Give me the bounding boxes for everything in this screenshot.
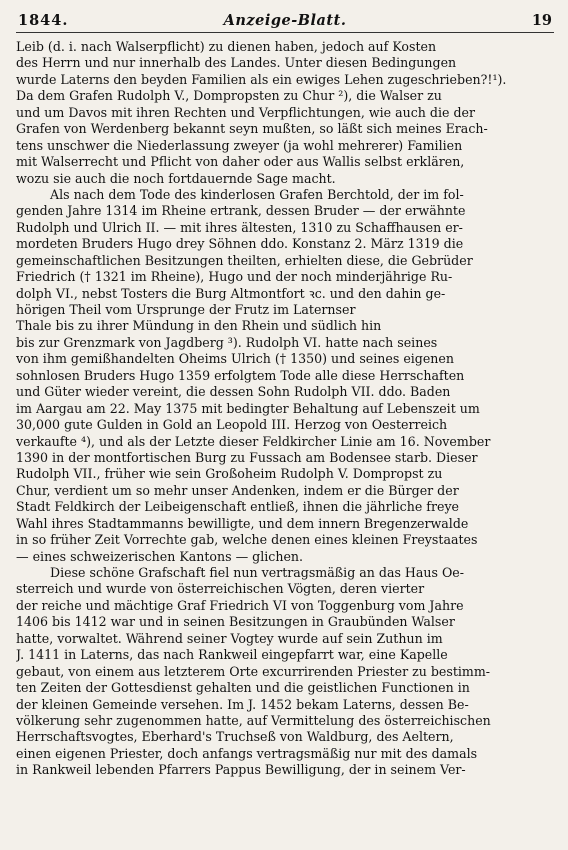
page-header	[16, 6, 554, 33]
text-line: Thale bis zu ihrer Mündung in den Rhein und südlich hin	[16, 318, 382, 334]
text-line: dolph VI., nebst Tosters die Burg Altmontfort ꝛc. und den dahin ge-	[16, 285, 446, 301]
text-line: tens unschwer die Niederlassung zweyer (ja wohl mehrerer) Familien	[16, 137, 463, 153]
text-line: Rudolph und Ulrich II. — mit ihres ältesten, 1310 zu Schaffhausen er-	[16, 219, 463, 235]
text-line: verkaufte ⁴), und als der Letzte dieser Feldkircher Linie am 16. November	[16, 433, 491, 449]
text-line: Leib (d. i. nach Walserpflicht) zu dienen haben, jedoch auf Kosten	[16, 39, 437, 54]
text-line: genden Jahre 1314 im Rheine ertrank, dessen Bruder — der erwähnte	[16, 203, 466, 219]
text-line: 30,000 gute Gulden in Gold an Leopold III. Herzog von Oesterreich	[16, 417, 448, 433]
body-text	[16, 39, 554, 779]
text-line: Als nach dem Tode des kinderlosen Grafen Berchtold, der im fol-	[50, 186, 464, 202]
text-line: in Rankweil lebenden Pfarrers Pappus Bewilligung, der in seinem Ver-	[16, 762, 466, 778]
text-line: Herrschaftsvogtes, Eberhard's Truchseß von Waldburg, des Aeltern,	[16, 729, 454, 745]
text-line: Da dem Grafen Rudolph V., Dompropsten zu Chur ²), die Walser zu	[16, 88, 442, 104]
text-line: und Güter wieder vereint, die dessen Sohn Rudolph VII. ddo. Baden	[16, 384, 451, 400]
header-title: Anzeige-Blatt.	[223, 12, 347, 29]
text-line: Grafen von Werdenberg bekannt seyn mußten, so läßt sich meines Erach-	[16, 121, 488, 137]
text-line: hörigen Theil vom Ursprunge der Frutz im Laternser	[16, 302, 356, 317]
text-line: bis zur Grenzmark von Jagdberg ³). Rudolph VI. hatte nach seines	[16, 334, 438, 350]
text-line: mit Walserrecht und Pflicht von daher oder aus Wallis selbst erklären,	[16, 154, 465, 170]
text-line: der kleinen Gemeinde versehen. Im J. 1452 bekam Laterns, dessen Be-	[16, 696, 469, 712]
text-line: wozu sie auch die noch fortdauernde Sage macht.	[16, 170, 336, 186]
text-line: 1406 bis 1412 war und in seinen Besitzungen in Graubünden Walser	[16, 614, 455, 630]
text-line: wurde Laterns den beyden Familien als ein ewiges Lehen zugeschrieben?!¹).	[16, 71, 507, 87]
text-line: des Herrn und nur innerhalb des Landes. Unter diesen Bedingungen	[16, 55, 457, 71]
header-year: 1844.	[18, 12, 69, 29]
text-line: Wahl ihres Stadtammanns bewilligte, und dem innern Bregenzerwalde	[16, 515, 469, 531]
text-line: Diese schöne Grafschaft fiel nun vertragsmäßig an das Haus Oe-	[50, 565, 465, 580]
text-line: Friedrich († 1321 im Rheine), Hugo und der noch minderjährige Ru-	[16, 269, 453, 285]
text-line: einen eigenen Priester, doch anfangs vertragsmäßig nur mit des damals	[16, 745, 478, 761]
text-line: 1390 in der montfortischen Burg zu Fussach am Bodensee starb. Dieser	[16, 449, 478, 465]
text-line: sterreich und wurde von österreichischen Vögten, deren vierter	[16, 581, 425, 597]
text-line: gemeinschaftlichen Besitzungen theilten, erhielten diese, die Gebrüder	[16, 252, 473, 268]
text-line: Chur, verdient um so mehr unser Andenken, indem er die Bürger der	[16, 482, 459, 498]
text-line: ten Zeiten der Gottesdienst gehalten und die geistlichen Functionen in	[16, 680, 470, 696]
text-line: von ihm gemißhandelten Oheims Ulrich († 1350) und seines eigenen	[16, 351, 454, 367]
text-line: in so früher Zeit Vorrechte gab, welche denen eines kleinen Freystaates	[16, 532, 478, 548]
text-line: völkerung sehr zugenommen hatte, auf Vermittelung des österreichischen	[16, 712, 491, 728]
text-line: der reiche und mächtige Graf Friedrich VI von Toggenburg vom Jahre	[16, 597, 464, 613]
text-line: Stadt Feldkirch der Leibeigenschaft entließ, ihnen die jährliche freye	[16, 499, 460, 515]
page-number: 19	[531, 12, 552, 29]
text-line: und um Davos mit ihren Rechten und Verpflichtungen, wie auch die der	[16, 104, 475, 120]
text-line: — eines schweizerischen Kantons — glichen.	[16, 548, 304, 564]
text-line: J. 1411 in Laterns, das nach Rankweil eingepfarrt war, eine Kapelle	[16, 647, 448, 663]
text-line: hatte, vorwaltet. Während seiner Vogtey wurde auf sein Zuthun im	[16, 630, 443, 646]
text-line: gebaut, von einem aus letzterem Orte excurrirenden Priester zu bestimm-	[16, 663, 491, 679]
text-line: im Aargau am 22. May 1375 mit bedingter Behaltung auf Lebenszeit um	[16, 400, 480, 416]
text-line: mordeten Bruders Hugo drey Söhnen ddo. Konstanz 2. März 1319 die	[16, 236, 464, 252]
text-line: Rudolph VII., früher wie sein Großoheim Rudolph V. Dompropst zu	[16, 466, 443, 482]
text-line: sohnlosen Bruders Hugo 1359 erfolgtem Tode alle diese Herrschaften	[16, 367, 465, 383]
